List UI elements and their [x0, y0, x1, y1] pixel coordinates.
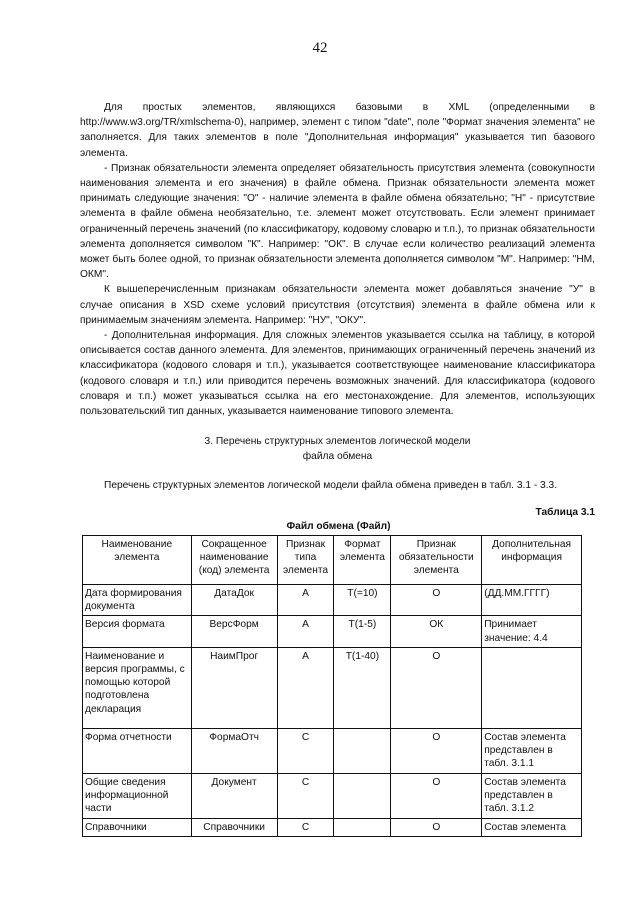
table-cell: Версия формата [83, 616, 192, 647]
table-cell: Состав элемента представлен в табл. 3.1.1 [482, 728, 582, 773]
table-row [83, 773, 582, 818]
table-cell: (ДД.ММ.ГГГГ) [482, 585, 582, 616]
table-cell: О [391, 647, 482, 728]
table-cell: Справочники [83, 818, 192, 836]
table-cell: О [391, 773, 482, 818]
table-cell: О [391, 585, 482, 616]
section-heading-line: 3. Перечень структурных элементов логической модели [204, 436, 471, 447]
table-cell: Наименование и версия программы, с помощью которой подготовлена декларация [83, 647, 192, 728]
table-label: Таблица 3.1 [535, 507, 595, 518]
table-cell: Документ [191, 773, 277, 818]
header-cell: Дополнительная информация [482, 536, 582, 585]
paragraph: - Признак обязательности элемента определяет обязательность присутствия элемента (совокупности наименования элемента и его значения) в файле обмена. Признак обязательности элемента может принимать следующие значения: "О" - наличие элемента в файле обмена обязательно; "Н" - присутствие элемента в файле обмена необязательно, т.е. элемент может отсутствовать. Если элемент принимает ограниченный перечень значений (по классификатору, кодовому словарю и т.п.), то признак обязательности элемента дополняется символом "К". Например: "ОК". В случае если количество реализаций элемента может быть более одной, то признак обязательности элемента дополняется символом "М". Например: "НМ, ОКМ". [80, 162, 595, 281]
section-heading-line: файла обмена [302, 451, 373, 462]
header-cell: Наименование элемента [83, 536, 192, 585]
table-cell: Т(1-5) [334, 616, 391, 647]
table-header-row [83, 536, 582, 585]
table-cell: ОК [391, 616, 482, 647]
header-cell: Сокращенное наименование (код) элемента [191, 536, 277, 585]
table-cell: ФормаОтч [191, 728, 277, 773]
section-intro: Перечень структурных элементов логической модели файла обмена приведен в табл. 3.1 - 3.3. [104, 480, 558, 491]
table-cell: Состав элемента представлен в табл. 3.1.2 [482, 773, 582, 818]
table-cell: НаимПрог [191, 647, 277, 728]
table-cell: С [277, 728, 334, 773]
table-cell: Общие сведения информационной части [83, 773, 192, 818]
table-cell: Справочники [191, 818, 277, 836]
header-cell: Формат элемента [334, 536, 391, 585]
paragraph: Для простых элементов, являющихся базовыми в XML (определенными в http://www.w3.org/TR/xmlschema-0), например, элемент с типом "date", поле "Формат значения элемента" не заполняется. Для таких элементов в поле "Дополнительная информация" указывается тип базового элемента. [80, 102, 595, 159]
table-row [83, 585, 582, 616]
table-row [83, 616, 582, 647]
table-cell: А [277, 647, 334, 728]
table-cell: Т(=10) [334, 585, 391, 616]
table-cell: Дата формирования документа [83, 585, 192, 616]
table-row [83, 728, 582, 773]
table-cell: А [277, 585, 334, 616]
table-cell [334, 728, 391, 773]
elements-table [82, 535, 582, 837]
table-cell: Состав элемента [482, 818, 582, 836]
table-cell: О [391, 818, 482, 836]
header-cell: Признак типа элемента [277, 536, 334, 585]
table-cell [334, 818, 391, 836]
header-cell: Признак обязательности элемента [391, 536, 482, 585]
page-number: 42 [312, 40, 328, 56]
table-caption: Файл обмена (Файл) [286, 521, 391, 532]
table-cell [334, 773, 391, 818]
paragraph: К вышеперечисленным признакам обязательности элемента может добавляться значение "У" в случае описания в XSD схеме условий присутствия (отсутствия) элемента в файле обмена или к принимаемым значениям элемента. Например: "НУ", "ОКУ". [80, 284, 595, 326]
table-cell: Форма отчетности [83, 728, 192, 773]
table-row [83, 647, 582, 728]
table-cell: Т(1-40) [334, 647, 391, 728]
section-heading [80, 434, 595, 464]
table-cell: ДатаДок [191, 585, 277, 616]
table-cell: ВерсФорм [191, 616, 277, 647]
table-cell: Принимает значение: 4.4 [482, 616, 582, 647]
paragraph: - Дополнительная информация. Для сложных элементов указывается ссылка на таблицу, в которой описывается состав данного элемента. Для элементов, принимающих ограниченный перечень значений из классификатора (кодового словаря и т.п.), указывается соответствующее наименование классификатора (кодового словаря и т.п.) или приводится перечень возможных значений. Для классификатора (кодового словаря и т.п.) может указываться ссылка на его местонахождение. Для элементов, использующих пользовательский тип данных, указывается наименование типового элемента. [80, 330, 595, 418]
table-cell: О [391, 728, 482, 773]
table-cell: А [277, 616, 334, 647]
table-cell [482, 647, 582, 728]
table-cell: С [277, 773, 334, 818]
body-text [80, 100, 595, 419]
table-row [83, 818, 582, 836]
table-cell: С [277, 818, 334, 836]
